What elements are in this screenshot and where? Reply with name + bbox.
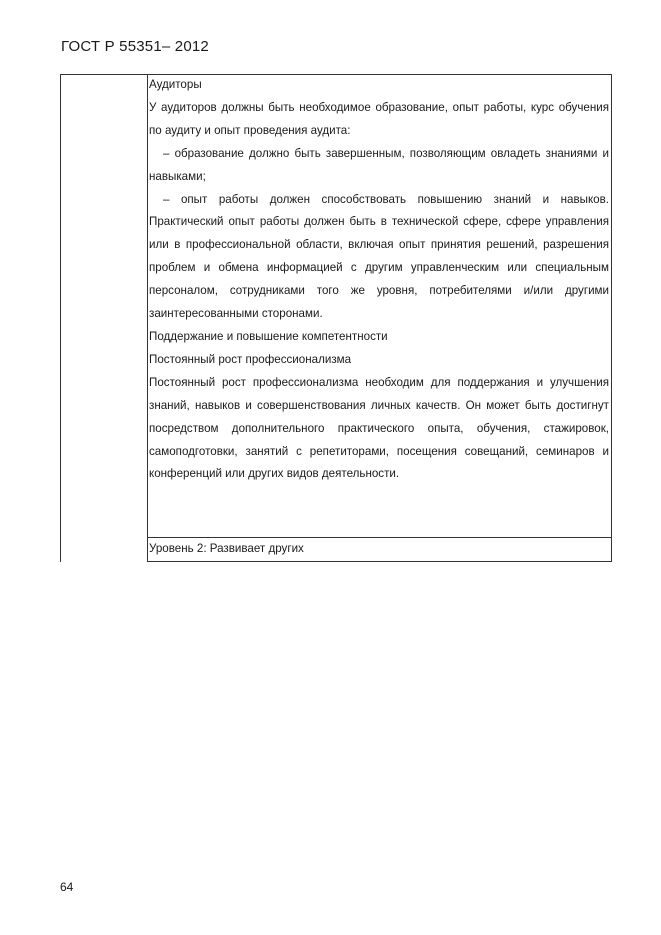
table-left-border bbox=[60, 74, 61, 562]
auditors-requirements: У аудиторов должны быть необходимое образование, опыт работы, курс обучения по аудиту и опыт проведения аудита: bbox=[149, 100, 609, 137]
auditors-heading: Аудиторы bbox=[149, 78, 202, 91]
experience-item: – опыт работы должен способствовать повышению знаний и навыков. Практический опыт работы должен быть в технической сфере, сфере управления или в профессиональной области, включая опыт принятия решений, разрешения проблем и обмена информацией с другим управленческим или специальным персоналом, сотрудниками того же уровня, потребителями и/или другими заинтересованными сторонами. bbox=[149, 192, 609, 321]
table-cell-auditors bbox=[149, 74, 609, 537]
level-2-label: Уровень 2: Развивает других bbox=[149, 542, 304, 555]
professional-growth-text: Постоянный рост профессионализма необходим для поддержания и улучшения знаний, навыков и совершенствования личных качеств. Он может быть достигнут посредством дополнительного практического опыта, обучения, стажировок, самоподготовки, занятий с репетиторами, посещения совещаний, семинаров и конференций или других видов деятельности. bbox=[149, 375, 609, 481]
table-cell-level-2 bbox=[149, 538, 609, 561]
professional-growth-heading: Постоянный рост профессионализма bbox=[149, 352, 352, 366]
table-right-border bbox=[611, 74, 612, 562]
maintenance-heading: Поддержание и повышение компетентности bbox=[149, 329, 388, 343]
table-column-divider bbox=[147, 74, 148, 562]
page-header: ГОСТ Р 55351– 2012 bbox=[61, 38, 209, 55]
competence-table bbox=[60, 74, 612, 562]
table-bottom-border bbox=[147, 561, 612, 562]
page-number: 64 bbox=[60, 880, 74, 894]
education-item: – образование должно быть завершенным, позволяющим овладеть знаниями и навыками; bbox=[149, 146, 609, 183]
